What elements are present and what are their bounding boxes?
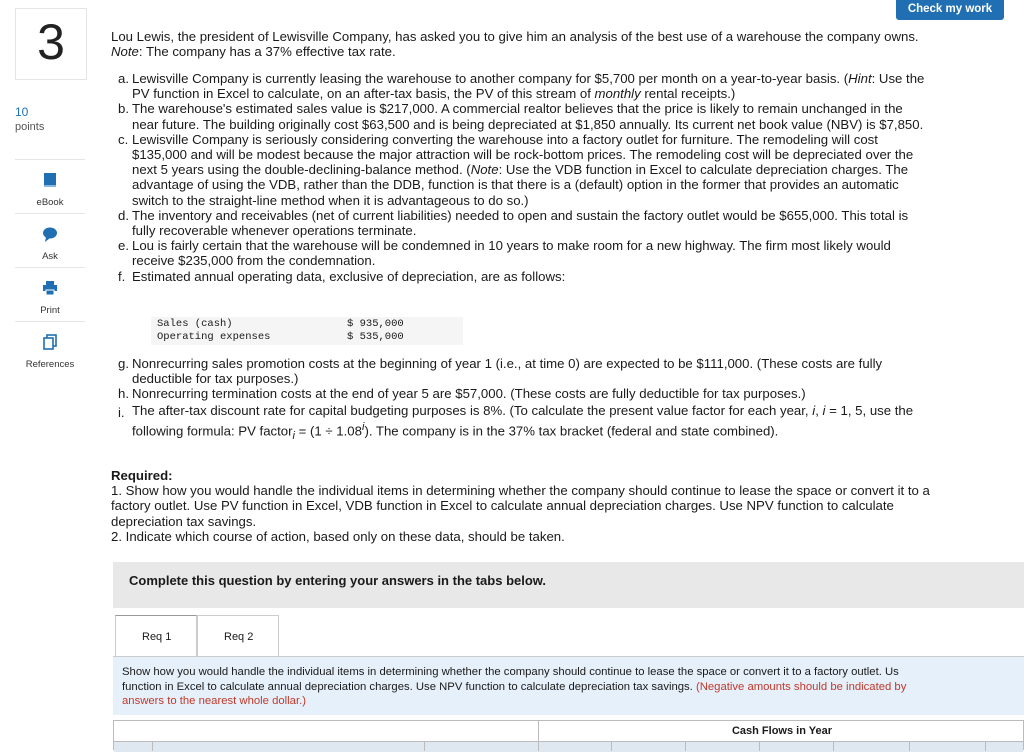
required-heading: Required: xyxy=(111,468,173,483)
chat-bubble-icon xyxy=(42,226,58,242)
table-row: Operating expenses $ 535,000 xyxy=(157,331,404,343)
cash-flow-table xyxy=(113,720,1024,750)
required-item-1: 1. Show how you would handle the individual items in determining whether the company should continue to lease the space or convert it to a factory outlet. Use PV function in Excel, VDB function in Excel to calculate annual depreciation charges. Use NPV function to calculate depreciation tax savings. xyxy=(111,483,930,529)
list-item: g. Nonrecurring sales promotion costs at the beginning of year 1 (i.e., at time 0) are expected to be $111,000. (These costs are fully deductible for tax purposes.) xyxy=(118,356,883,387)
check-my-work-button[interactable]: Check my work xyxy=(896,0,1004,20)
question-number: 3 xyxy=(15,8,87,80)
instructions-line-1: Show how you would handle the individual items in determining whether the company should continue to lease the space or convert it to a factory outlet. Us xyxy=(122,666,899,678)
tab-label: Req 2 xyxy=(224,631,254,643)
printer-icon xyxy=(42,280,58,296)
required-section xyxy=(111,468,936,544)
points-value: 10 xyxy=(15,105,29,119)
tab-req-1[interactable] xyxy=(115,615,197,657)
instructions-line-2: function in Excel to calculate annual depreciation charges. Use NPV function to calculate depreciation tax savings. xyxy=(122,680,696,693)
list-item: e. Lou is fairly certain that the warehouse will be condemned in 10 years to make room for a new highway. The firm most likely would receive $235,000 from the condemnation. xyxy=(118,238,891,269)
print-label: Print xyxy=(40,305,60,316)
instructions-note-2: answers to the nearest whole dollar.) xyxy=(122,695,306,707)
tab-label: Req 1 xyxy=(142,631,172,643)
print-button[interactable] xyxy=(15,267,85,321)
instructions-note: (Negative amounts should be indicated by xyxy=(695,680,907,693)
ask-button[interactable] xyxy=(15,213,85,267)
list-item: i. The after-tax discount rate for capital budgeting purposes is 8%. (To calculate the present value factor for each year, i, i = 1, 5, use the following formula: PV factor$_i$ = $(1 \div 1.08^i)$. The company is in the 37% tax bracket (federal and state combined). xyxy=(118,402,914,442)
operating-data-table xyxy=(151,317,463,345)
ebook-button[interactable] xyxy=(15,159,85,213)
item-list-2 xyxy=(118,356,930,445)
documents-icon xyxy=(42,334,58,350)
points-label: points xyxy=(15,121,45,133)
ask-label: Ask xyxy=(42,251,58,262)
references-label: References xyxy=(25,359,75,370)
instruction-banner: Complete this question by entering your answers in the tabs below. xyxy=(113,562,1024,608)
ebook-label: eBook xyxy=(36,197,64,208)
list-item: a. Lewisville Company is currently leasing the warehouse to another company for $5,700 per month on a year-to-year basis. (Hint: Use the PV function in Excel to calculate, on an after-tax basis, the PV of this stream of monthly rental receipts.) xyxy=(118,71,925,102)
table-header: Cash Flows in Year xyxy=(538,721,1024,741)
list-item: f. Estimated annual operating data, exclusive of depreciation, are as follows: xyxy=(118,268,566,284)
intro-text: Lou Lewis, the president of Lewisville Company, has asked you to give him an analysis of the best use of a warehouse the company owns. Note: The company has a 37% effective tax rate. xyxy=(111,29,919,60)
required-item-2: 2. Indicate which course of action, based only on these data, should be taken. xyxy=(111,528,565,544)
list-item: h. Nonrecurring termination costs at the end of year 5 are $57,000. (These costs are fully deductible for tax purposes.) xyxy=(118,386,806,402)
list-item: c. Lewisville Company is seriously considering converting the warehouse into a factory outlet for furniture. The remodeling will cost $135,000 and will be modest because the major attraction will be rock-bottom prices. The remodeling cost will be depreciated over the next 5 years using the double-declining-balance method. (Note: Use the VDB function in Excel to calculate depreciation charges. The advantage of using the VDB, rather than the DDB, function is that there is a (default) option in the former that provides an automatic switch to the straight-line method when it is advantageous to do so.) xyxy=(118,131,914,208)
tab-req-2[interactable] xyxy=(197,615,279,657)
list-item: b. The warehouse's estimated sales value is $217,000. A commercial realtor believes that the price is likely to remain unchanged in the near future. The building originally cost $63,500 and is being depreciated at $1,850 annually. Its current net book value (NBV) is $7,850. xyxy=(118,101,924,132)
references-button[interactable] xyxy=(15,321,85,375)
table-row xyxy=(114,741,1023,752)
list-item: d. The inventory and receivables (net of current liabilities) needed to open and sustain the factory outlet would be $655,000. This total is fully recoverable whenever operations terminate. xyxy=(118,207,909,239)
table-row: Sales (cash) $ 935,000 xyxy=(157,318,404,330)
item-list xyxy=(118,71,930,284)
instructions-panel xyxy=(113,657,1024,715)
book-icon xyxy=(42,172,58,188)
